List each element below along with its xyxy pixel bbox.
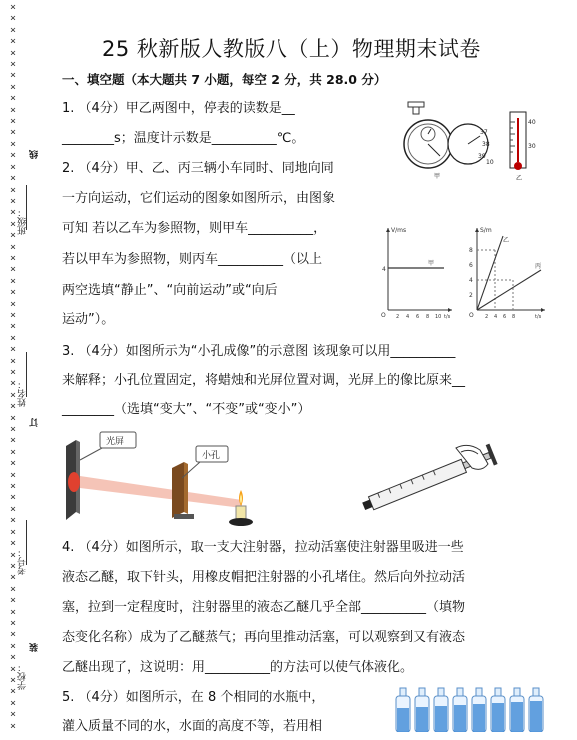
stopwatch-icon xyxy=(390,94,550,184)
x-axis-label: t/s xyxy=(535,314,542,320)
class-label: 班级： xyxy=(18,208,28,235)
svg-text:40: 40 xyxy=(528,119,536,126)
svg-text:39: 39 xyxy=(478,153,486,160)
question-1-line-1: 1. （4分）甲乙两图中，停表的读数是__ xyxy=(62,101,295,116)
series-label: 乙 xyxy=(503,237,510,244)
x-tick: 6 xyxy=(416,314,420,320)
school-label: 学校： xyxy=(18,663,28,690)
svg-text:37: 37 xyxy=(480,129,488,136)
section-heading: 一、填空题（本大题共 7 小题，每空 2 分，共 28.0 分） xyxy=(62,72,387,87)
water-bottle xyxy=(396,688,410,732)
water-bottle xyxy=(510,688,524,732)
question-4-line-1: 4. （4分）如图所示，取一支大注射器，拉动活塞使注射器里吸进一些 xyxy=(62,540,464,555)
x-tick: 4 xyxy=(406,314,410,320)
question-2-line-4: 若以甲车为参照物，则丙车__________（以上 xyxy=(62,252,323,267)
x-tick: 8 xyxy=(426,314,430,320)
question-2-line-1: 2. （4分）甲、乙、丙三辆小车同时、同地向同 xyxy=(62,161,334,176)
x-tick: 4 xyxy=(494,314,498,320)
x-tick: 2 xyxy=(485,314,489,320)
question-2-line-5: 两空选填“静止”、“向前运动”或“向后 xyxy=(62,283,278,298)
y-tick: 8 xyxy=(469,247,473,254)
distance-time-graph xyxy=(463,222,549,320)
question-2-line-6: 运动”）。 xyxy=(62,312,115,327)
series-label: 丙 xyxy=(535,263,542,270)
question-3-line-2: 来解释；小孔位置固定，将蜡烛和光屏位置对调，光屏上的像比原来__ xyxy=(62,373,466,388)
question-2-line-3: 可知 若以乙车为参照物，则甲车__________， xyxy=(62,221,327,236)
water-bottle xyxy=(529,688,543,732)
question-3-line-3: ________（选填“变大”、“不变”或“变小”） xyxy=(62,402,311,417)
light-beam xyxy=(80,476,242,508)
origin-label: O xyxy=(469,312,474,319)
water-bottle xyxy=(453,688,467,732)
x-tick: 6 xyxy=(503,314,507,320)
stopwatch-thermometer-figure xyxy=(390,94,550,184)
bottles-icon xyxy=(392,686,552,732)
exam-number-label: 考号： xyxy=(18,548,28,575)
question-5-line-1: 5. （4分）如图所示，在 8 个相同的水瓶中， xyxy=(62,690,325,705)
syringe-figure xyxy=(356,438,506,518)
x-tick: 10 xyxy=(435,314,442,320)
binding-line-word: 线 xyxy=(30,150,40,159)
syringe-icon xyxy=(356,438,506,518)
water-bottles-figure xyxy=(392,686,552,732)
y-axis-label: V/ms xyxy=(391,227,407,234)
question-5-line-2: 灌入质量不同的水，水面的高度不等，若用相 xyxy=(62,719,323,734)
svg-text:30: 30 xyxy=(528,143,536,150)
y-axis-label: S/m xyxy=(480,227,492,234)
x-tick: 2 xyxy=(396,314,400,320)
hole-label: 小孔 xyxy=(202,451,221,461)
y-tick: 4 xyxy=(469,277,473,284)
binding-margin xyxy=(0,0,46,732)
y-tick: 6 xyxy=(469,262,473,269)
svg-text:38: 38 xyxy=(482,141,490,148)
water-bottle xyxy=(415,688,429,732)
series-line-yi xyxy=(477,236,503,310)
water-bottle xyxy=(434,688,448,732)
question-2-line-2: 一方向运动，它们运动的图象如图所示，由图象 xyxy=(62,191,336,206)
binding-install-word: 装 xyxy=(30,643,40,652)
question-4-line-3: 塞，拉到一定程度时，注射器里的液态乙醚几乎全部__________（填物 xyxy=(62,600,466,615)
x-tick: 8 xyxy=(512,314,516,320)
water-bottle xyxy=(472,688,486,732)
svg-text:乙: 乙 xyxy=(516,175,523,182)
question-4-line-5: 乙醚出现了，这说明：用__________的方法可以使气体液化。 xyxy=(62,660,414,675)
binding-order-word: 订 xyxy=(30,418,40,427)
page-title: 25 秋新版人教版八（上）物理期末试卷 xyxy=(102,37,481,61)
y-tick: 4 xyxy=(382,266,386,273)
question-4-line-4: 态变化名称）成为了乙醚蒸气；再向里推动活塞，可以观察到又有液态 xyxy=(62,630,466,645)
name-label: 姓名： xyxy=(18,380,28,407)
y-tick: 2 xyxy=(469,292,473,299)
question-1-line-2: ________s；温度计示数是__________℃。 xyxy=(62,131,305,146)
pinhole-imaging-figure xyxy=(62,428,282,528)
water-bottle xyxy=(491,688,505,732)
svg-text:甲: 甲 xyxy=(434,173,441,180)
inverted-image xyxy=(68,472,80,492)
pinhole-board xyxy=(172,462,184,518)
question-3-line-1: 3. （4分）如图所示为“小孔成像”的示意图 该现象可以用__________ xyxy=(62,344,456,359)
origin-label: O xyxy=(381,312,386,319)
velocity-time-graph xyxy=(378,222,456,320)
series-label: 甲 xyxy=(428,260,435,267)
screen-label: 光屏 xyxy=(106,437,125,447)
svg-text:10: 10 xyxy=(486,159,494,166)
series-line-bing xyxy=(477,270,541,310)
binding-pattern: ×××××××××××××××××××××××××××××××××××××××××××××××××××××××××××××××× xyxy=(9,2,17,732)
x-axis-label: t/s xyxy=(444,314,451,320)
question-4-line-2: 液态乙醚，取下针头，用橡皮帽把注射器的小孔堵住。然后向外拉动活 xyxy=(62,570,466,585)
